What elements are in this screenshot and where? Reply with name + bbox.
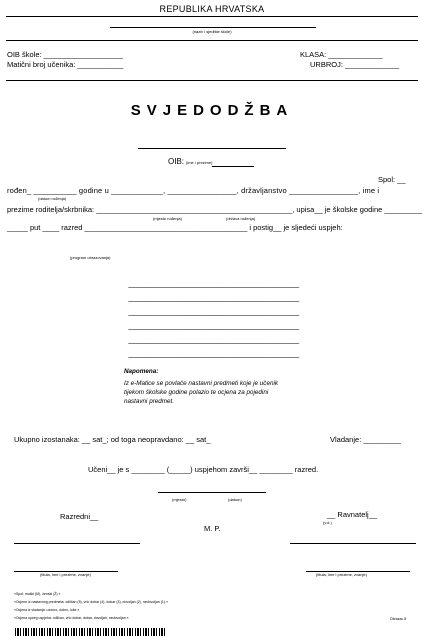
footnote: »Ocjena općeg uspjeha: odličan, vrlo dobar, dobar, dovoljan, nedovoljan.« [14,616,129,620]
right-caption-rule [306,571,410,572]
barcode [15,628,165,636]
class-teacher-caption: (titula, ime i prezime, zvanje) [40,572,91,577]
oib-skole: OIB škole: ___________________ [7,50,123,59]
grade-placeholder-row: ~~~~~~~~~~~~~~~~~~~~~~~~~~~~~~~~~~~~~~~~~~~~~~~~~ [128,327,299,334]
footnote: »Ocjene iz nastavnog predmeta: odličan (5), vrlo dobar (4), dobar (3), dovoljan (2), nedovoljan (1).« [14,600,168,604]
grade-placeholder-row: ~~~~~~~~~~~~~~~~~~~~~~~~~~~~~~~~~~~~~~~~~~~~~~~~~ [128,355,299,362]
place-date-line [158,492,266,493]
birth-country-caption: (država rođenja) [226,216,256,221]
conduct: Vladanje: _________ [330,435,401,444]
date-caption: (datum) [228,497,242,502]
class-teacher-signature-line [14,543,140,544]
footnote: »Ocjena iz vladanja: uzorno, dobro, loše.« [14,608,80,612]
note-title: Napomena: [124,368,159,375]
oib-label: OIB: [168,157,185,166]
student-name-line [138,148,286,149]
overall-result: Učeni__ je s ________ (_____) uspjehom završi__ ________ razred. [88,465,319,474]
school-name-line [110,27,316,28]
place-caption: (mjesto) [172,497,187,502]
maticni-broj: Matični broj učenika: ___________ [7,60,124,69]
spol: Spol: __ [378,175,406,184]
oib-line [212,166,254,167]
birth-place-caption: (mjesto rođenja) [153,216,182,221]
grade-placeholder-row: ~~~~~~~~~~~~~~~~~~~~~~~~~~~~~~~~~~~~~~~~~~~~~~~~~ [128,341,299,348]
principal-signature-line [290,543,416,544]
footnote: »Spol: muški (M), ženski (Ž).« [14,592,61,596]
stamp-placeholder: M. P. [204,524,221,533]
note-line: nastavni predmet. [124,398,175,405]
birth-date-caption: (datum rođenja) [38,196,67,201]
header-rule [6,40,418,41]
school-name-caption: (naziv i sjedište škole) [192,29,232,34]
klasa: KLASA: _____________ [300,50,383,59]
grade-placeholder-row: ~~~~~~~~~~~~~~~~~~~~~~~~~~~~~~~~~~~~~~~~~~~~~~~~~ [128,313,299,320]
name-caption: (ime i prezime) [186,160,213,165]
top-rule [6,16,418,17]
meta-rule [6,80,418,81]
enrollment-line: _____ put ____ razred _______________________________________ i postig__ je sljedeći uspjeh: [7,223,343,232]
note-line: tijekom školske godine polazio te ocjena za pojedini [124,389,269,396]
class-teacher-label: Razredni__ [60,512,99,521]
left-caption-rule [14,571,118,572]
grade-placeholder-row: ~~~~~~~~~~~~~~~~~~~~~~~~~~~~~~~~~~~~~~~~~~~~~~~~~ [128,285,299,292]
grade-placeholder-row: ~~~~~~~~~~~~~~~~~~~~~~~~~~~~~~~~~~~~~~~~~~~~~~~~~ [128,299,299,306]
note-line: Iz e-Matice se povlače nastavni predmeti koje je učenik [124,380,279,387]
form-code: Obrazac 8 [390,617,407,621]
absences: Ukupno izostanaka: __ sat_; od toga neopravdano: __ sat_ [14,435,211,444]
acting-caption: (v.d.) [323,520,332,525]
urbroj: URBROJ: _____________ [310,60,400,69]
birth-line: rođen_ __________ godine u ____________, ________________, državljanstvo ________________, ime i [7,186,380,195]
principal-label: __ Ravnatelj__ [327,510,378,519]
document-title: SVJEDODŽBA [130,102,294,119]
republic-heading: REPUBLIKA HRVATSKA [159,4,265,14]
program-caption: (program obrazovanja) [70,255,111,260]
principal-caption: (titula, ime i prezime, zvanje) [316,572,367,577]
parents-line: prezime roditelja/skrbnika: _______________________________________________, upisa__ je školske godine _________ [7,205,422,214]
